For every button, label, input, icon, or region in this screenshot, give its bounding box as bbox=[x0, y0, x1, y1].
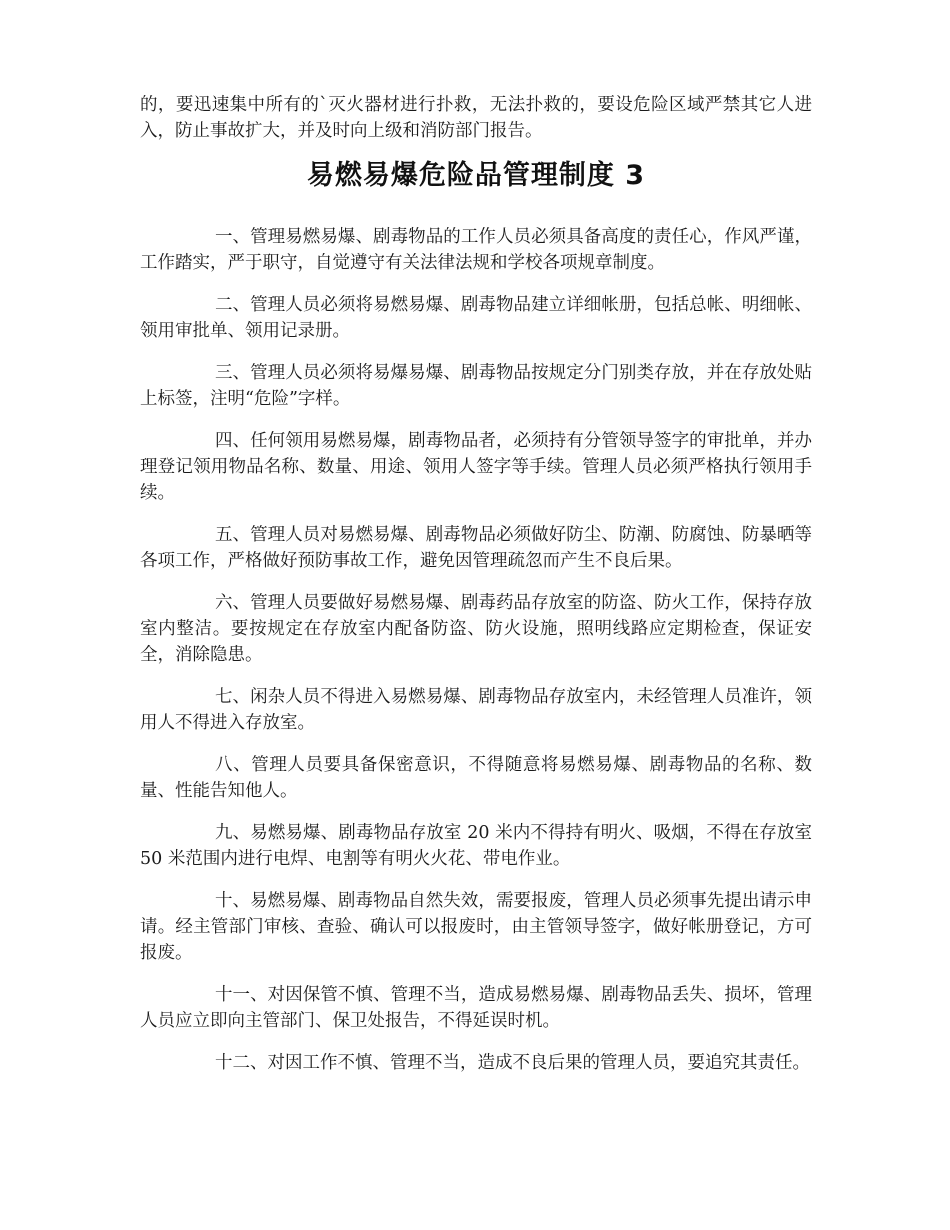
article-1: 一、管理易燃易爆、剧毒物品的工作人员必须具备高度的责任心，作风严谨，工作踏实，严于职守，自觉遵守有关法律法规和学校各项规章制度。 bbox=[140, 227, 812, 273]
document-page bbox=[140, 92, 812, 1092]
article-9: 九、易燃易爆、剧毒物品存放室 20 米内不得持有明火、吸烟，不得在存放室 50 米范围内进行电焊、电割等有明火火花、带电作业。 bbox=[140, 823, 812, 869]
document-title: 易燃易爆危险品管理制度 3 bbox=[306, 160, 646, 191]
article-4: 四、任何领用易燃易爆，剧毒物品者，必须持有分管领导签字的审批单，并办理登记领用物品名称、数量、用途、领用人签字等手续。管理人员必须严格执行领用手续。 bbox=[140, 431, 812, 503]
article-8: 八、管理人员要具备保密意识，不得随意将易燃易爆、剧毒物品的名称、数量、性能告知他人。 bbox=[140, 755, 812, 801]
article-7: 七、闲杂人员不得进入易燃易爆、剧毒物品存放室内，未经管理人员准许，领用人不得进入存放室。 bbox=[140, 687, 812, 733]
article-6: 六、管理人员要做好易燃易爆、剧毒药品存放室的防盗、防火工作，保持存放室内整洁。要按规定在存放室内配备防盗、防火设施，照明线路应定期检查，保证安全，消除隐患。 bbox=[140, 593, 812, 665]
article-10: 十、易燃易爆、剧毒物品自然失效，需要报废，管理人员必须事先提出请示申请。经主管部门审核、查验、确认可以报废时，由主管领导签字，做好帐册登记，方可报废。 bbox=[140, 891, 812, 963]
article-12: 十二、对因工作不慎、管理不当，造成不良后果的管理人员，要追究其责任。 bbox=[215, 1053, 810, 1073]
article-11: 十一、对因保管不慎、管理不当，造成易燃易爆、剧毒物品丢失、损坏，管理人员应立即向主管部门、保卫处报告，不得延误时机。 bbox=[140, 985, 812, 1031]
article-2: 二、管理人员必须将易燃易爆、剧毒物品建立详细帐册，包括总帐、明细帐、领用审批单、领用记录册。 bbox=[140, 295, 812, 341]
article-5: 五、管理人员对易燃易爆、剧毒物品必须做好防尘、防潮、防腐蚀、防暴晒等各项工作，严格做好预防事故工作，避免因管理疏忽而产生不良后果。 bbox=[140, 525, 812, 571]
lead-paragraph: 的，要迅速集中所有的`灭火器材进行扑救，无法扑救的，要设危险区域严禁其它人进入，防止事故扩大，并及时向上级和消防部门报告。 bbox=[140, 95, 812, 141]
article-3: 三、管理人员必须将易爆易爆、剧毒物品按规定分门别类存放，并在存放处贴上标签，注明“危险”字样。 bbox=[140, 363, 812, 409]
